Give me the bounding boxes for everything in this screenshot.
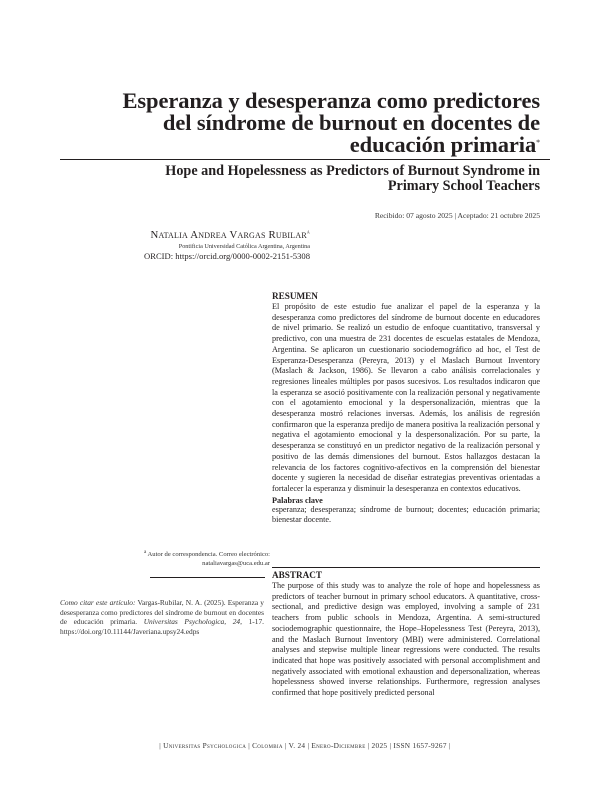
title-es-line-1: Esperanza y desesperanza como predictores <box>122 88 540 113</box>
keywords-heading: Palabras clave <box>272 495 323 505</box>
title-en-line-2: Primary School Teachers <box>387 178 540 194</box>
article-title-en <box>120 164 540 194</box>
abstract-body: The purpose of this study was to analyze the role of hope and hopelessness as predictors of teacher burnout in primary school educators. A quantitative, cross-sectional, and predictive design was employed, involving a sample of 231 teachers from public schools in Mendoza, Argentina. A semi-structured sociodemographic questionnaire, the Hope–Hopelessness Test (Pereyra, 2013), and the Maslach Burnout Inventory (MBI) were administered. Correlational analyses and stepwise multiple linear regressions were conducted. The results indicated that hope was positively associated with personal accomplishment and negatively associated with emotional exhaustion and depersonalization, whereas hopelessness showed inverse relationships. Furthermore, regression analyses confirmed that hope positively predicted personal <box>272 581 540 698</box>
resumen-section <box>272 291 540 526</box>
abstract-section <box>272 570 540 699</box>
title-es-line-2: del síndrome de burnout en docentes de <box>162 110 540 135</box>
article-title-es <box>60 90 540 156</box>
left-column-divider <box>150 577 265 578</box>
received-accepted-dates: Recibido: 07 agosto 2025 | Aceptado: 21 octubre 2025 <box>374 211 540 220</box>
author-mark: a <box>306 229 310 236</box>
citation-label: Como citar este artículo: <box>60 598 136 607</box>
correspondence-footnote: $^a$ Autor de correspondencia. Correo electrónico: nataliavargas@uca.edu.ar <box>143 550 270 567</box>
keywords-list: esperanza; desesperanza; síndrome de burnout; docentes; educación primaria; bienestar docente. <box>272 504 540 525</box>
title-en-line-1: Hope and Hopelessness as Predictors of Burnout Syndrome in <box>165 163 540 179</box>
footnote-mark: a <box>143 550 147 555</box>
author-name: Natalia Andrea Vargas Rubilar$^a$ <box>150 229 310 241</box>
abstract-heading: ABSTRACT <box>272 570 323 580</box>
author-affiliation: Pontificia Universidad Católica Argentina, Argentina <box>178 243 310 250</box>
citation-block: Como citar este artículo: Vargas-Rubilar, N. A. (2025). Esperanza y desesperanza como predictores del síndrome de burnout en docentes de educación primaria. Universitas Psychologica, 24, 1-17. https://doi.org/10.11144/Javeriana.upsy24.edps <box>60 598 265 637</box>
title-es-line-3: educación primaria* <box>349 132 540 157</box>
title-note-mark: * <box>536 138 540 147</box>
abstract-divider <box>272 567 540 568</box>
journal-footer: | Universitas Psychologica | Colombia | V. 24 | Enero-Diciembre | 2025 | ISSN 1657-9267 | <box>159 741 451 750</box>
title-divider <box>60 159 550 160</box>
resumen-heading: RESUMEN <box>272 291 318 301</box>
citation-journal: Universitas Psychologica, 24 <box>143 617 241 627</box>
resumen-body: El propósito de este estudio fue analizar el papel de la esperanza y la desesperanza como predictores del síndrome de burnout docente en educadores de nivel primario. Se realizó un estudio de enfoque cuantitativo, transversal y predictivo, con una muestra de 231 docentes de escuelas estatales de Mendoza, Argentina. Se aplicaron un cuestionario sociodemográfico ad hoc, el Test de Esperanza-Desesperanza (Pereyra, 2013) y el Maslach Burnout Inventory (Maslach & Jackson, 1986). Se llevaron a cabo análisis correlacionales y regresiones lineales múltiples por pasos sucesivos. Los resultados indicaron que la esperanza se asoció positivamente con la realización personal y negativamente con el agotamiento emocional y la despersonalización, mientras que la desesperanza mostró relaciones inversas. Además, los análisis de regresión confirmaron que la esperanza predijo de manera positiva la realización personal y negativa el agotamiento emocional y la despersonalización. Por su parte, la desesperanza se constituyó en un predictor negativo de la realización personal y positivo de las demás dimensiones del burnout. Estos hallazgos destacan la relevancia de los factores cognitivo-afectivos en la comprensión del bienestar docente y sugieren la necesidad de diseñar estrategias preventivas orientadas a fortalecer la esperanza y disminuir la desesperanza en contextos educativos. <box>272 302 540 493</box>
author-orcid-link[interactable]: ORCID: https://orcid.org/0000-0002-2151-5308 <box>144 251 310 261</box>
